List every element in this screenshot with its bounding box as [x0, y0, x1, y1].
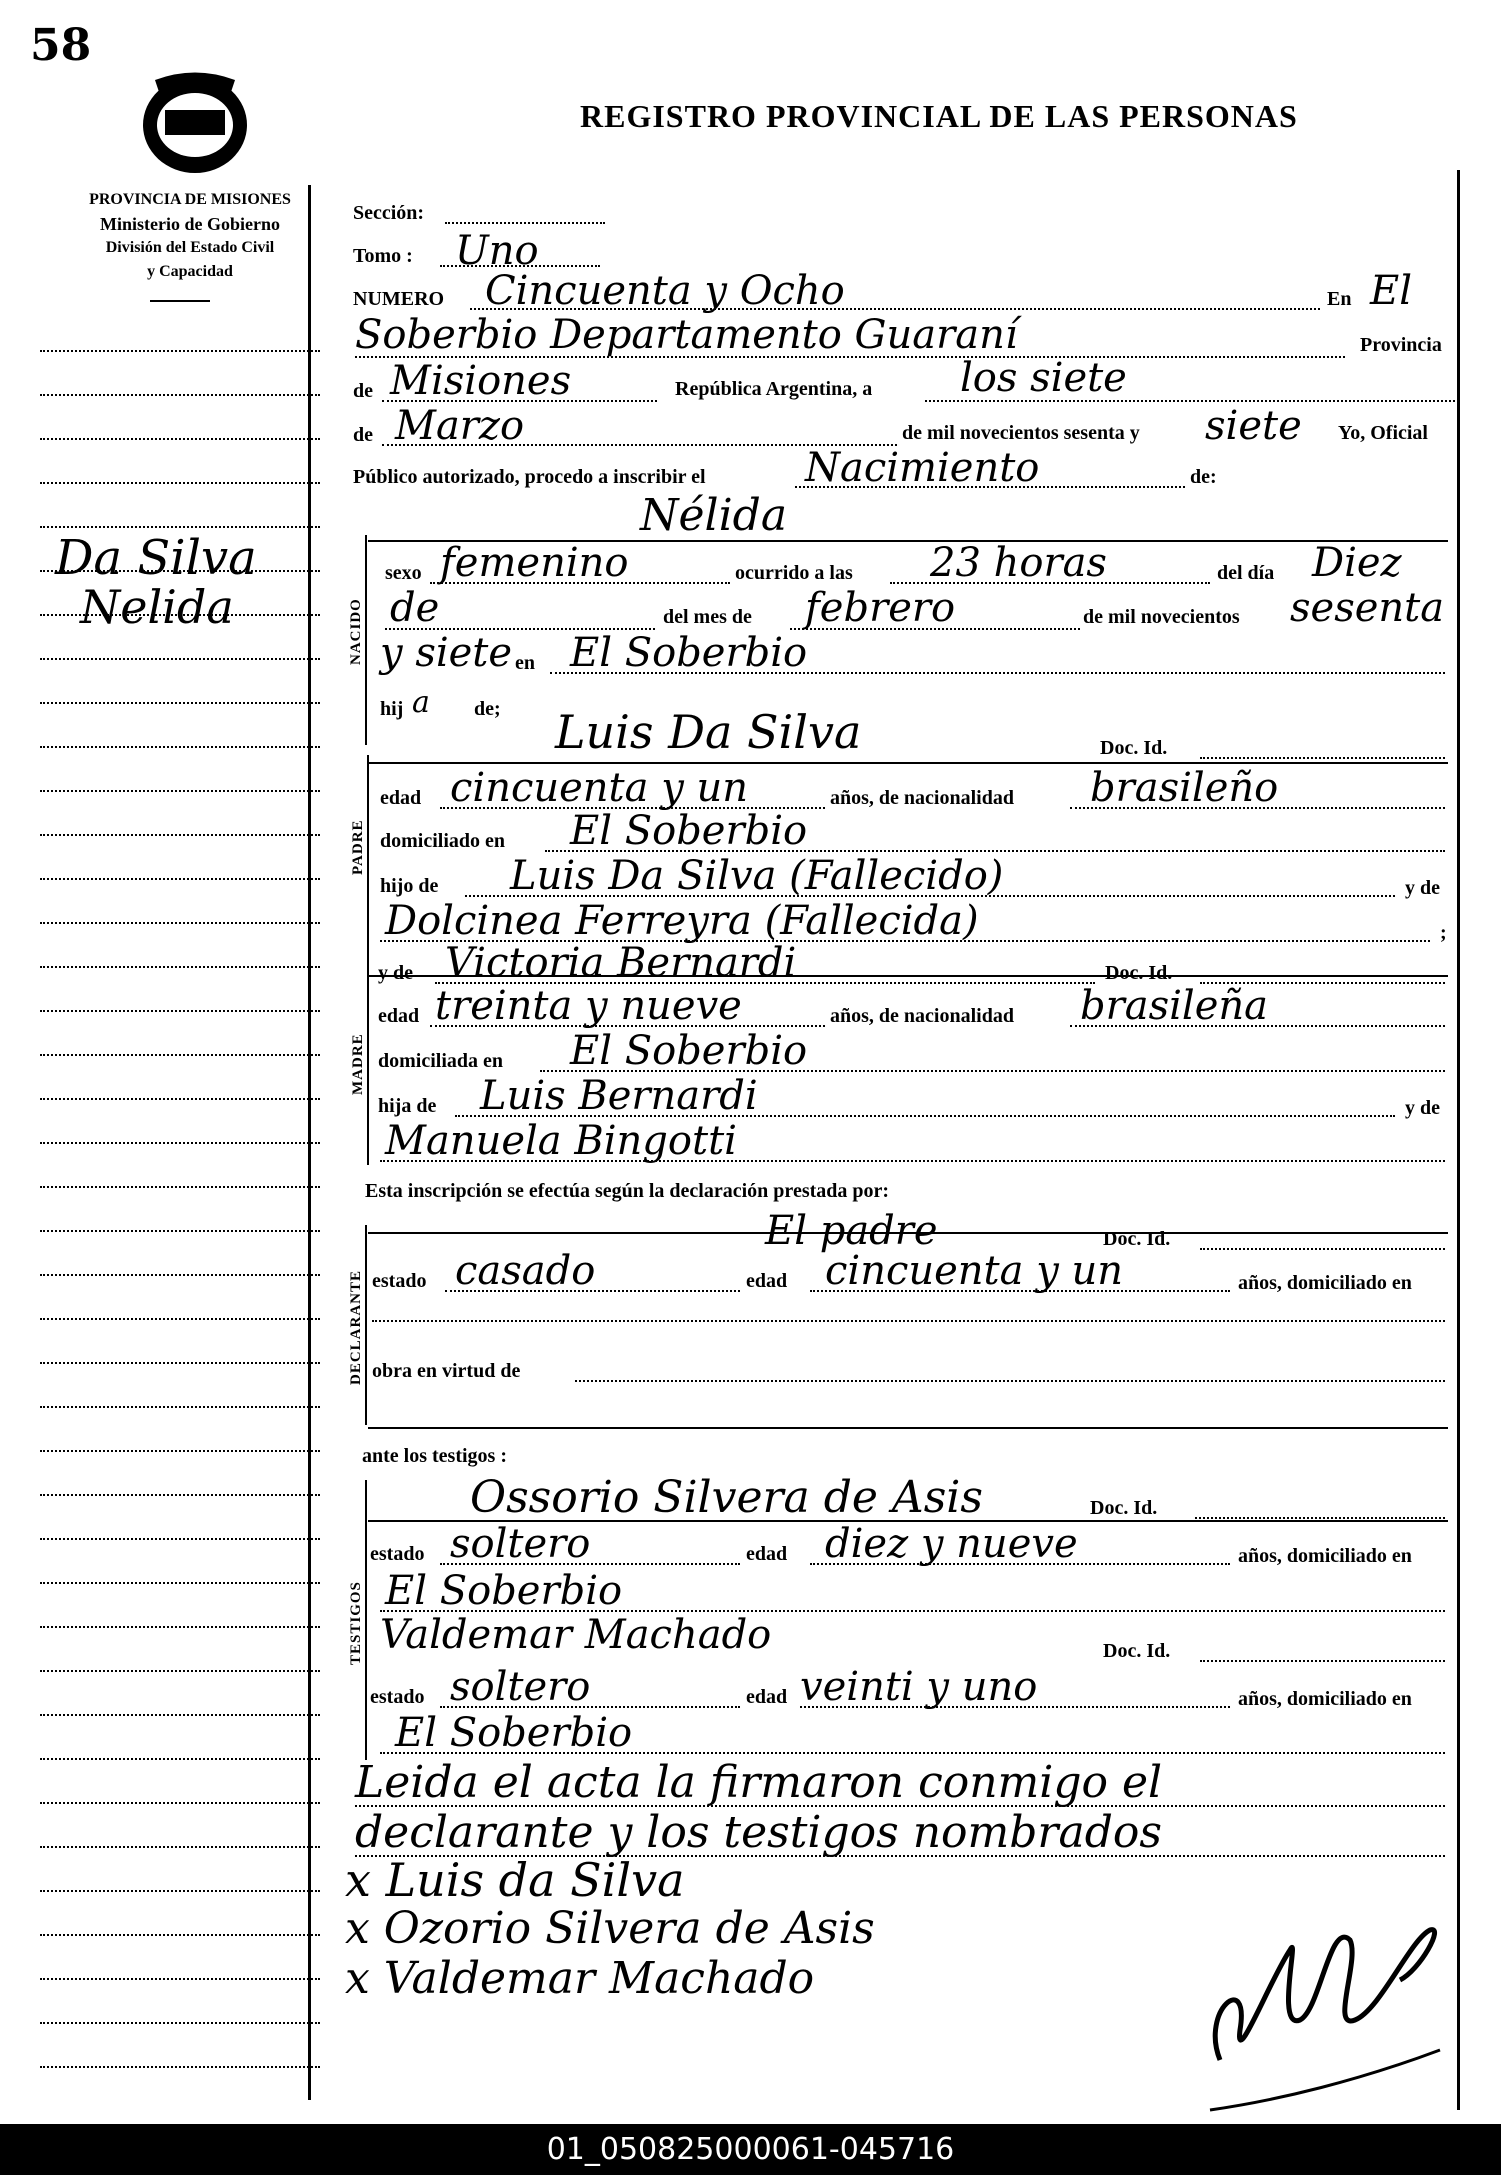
value-madre-nac: brasileña	[1080, 983, 1268, 1029]
margin-line	[40, 1538, 320, 1540]
value-provincia: Misiones	[390, 358, 572, 404]
label-doc-id: Doc. Id.	[1100, 737, 1168, 759]
margin-line	[40, 966, 320, 968]
label-de-mil: de mil novecientos sesenta y	[902, 422, 1140, 444]
margin-line	[40, 1890, 320, 1892]
label-numero: NUMERO	[353, 288, 445, 310]
margin-line	[40, 1010, 320, 1012]
value-t1-estado: soltero	[450, 1521, 591, 1567]
label-seccion: Sección:	[353, 202, 425, 224]
value-decl-estado: casado	[455, 1248, 596, 1294]
label-hija-de: hija de	[378, 1095, 437, 1117]
margin-line	[40, 1142, 320, 1144]
value-testigo1: Ossorio Silvera de Asis	[470, 1472, 983, 1523]
value-t2-estado: soltero	[450, 1664, 591, 1710]
label-ante: ante los testigos :	[362, 1445, 507, 1467]
margin-line	[40, 1186, 320, 1188]
margin-line	[40, 1494, 320, 1496]
value-padre-hijo-de: Luis Da Silva (Fallecido)	[510, 853, 1004, 899]
page-number: 58	[30, 20, 92, 71]
margin-line	[40, 1318, 320, 1320]
label-edad: edad	[746, 1543, 788, 1565]
value-decl-edad: cincuenta y un	[825, 1248, 1124, 1294]
label-semicolon: ;	[1440, 922, 1447, 944]
margin-line	[40, 1934, 320, 1936]
label-estado: estado	[372, 1270, 427, 1292]
label-y-de: y de	[1405, 1097, 1440, 1119]
value-tomo: Uno	[455, 228, 539, 274]
label-domiciliado: domiciliado en	[380, 830, 506, 852]
label-en: En	[1327, 288, 1352, 310]
value-lugar: Soberbio Departamento Guaraní	[355, 312, 1018, 358]
official-signature-icon	[1180, 1860, 1460, 2120]
value-fecha-dia: los siete	[960, 355, 1127, 401]
closing-line-1: Leida el acta la firmaron conmigo el	[355, 1757, 1163, 1808]
value-madre-hija-de: Luis Bernardi	[480, 1073, 758, 1119]
value-padre-nac: brasileño	[1090, 765, 1279, 811]
label-del-mes: del mes de	[663, 606, 752, 628]
signature-declarante: x Luis da Silva	[345, 1853, 685, 1907]
provincial-seal-icon	[135, 70, 255, 180]
closing-line-2: declarante y los testigos nombrados	[355, 1807, 1162, 1858]
value-dia: Diez	[1312, 540, 1402, 586]
margin-line	[40, 790, 320, 792]
agency-line: División del Estado Civil	[105, 239, 275, 256]
label-edad: edad	[746, 1270, 788, 1292]
label-anos-nac: años, de nacionalidad	[830, 787, 1014, 809]
label-de-colon: de:	[1190, 466, 1217, 488]
label-del-dia: del día	[1217, 562, 1275, 584]
footer-id: 01_050825000061-045716	[0, 2124, 1501, 2175]
value-nombre: Nélida	[640, 490, 788, 541]
value-t1-edad: diez y nueve	[825, 1521, 1078, 1567]
margin-surname: Da Silva	[55, 530, 257, 586]
section-label-declarante: DECLARANTE	[348, 1269, 364, 1385]
value-acto: Nacimiento	[805, 445, 1040, 491]
value-madre: Victoria Bernardi	[445, 940, 797, 986]
margin-line	[40, 1978, 320, 1980]
value-padre: Luis Da Silva	[555, 705, 862, 759]
value-anio-nac2: y siete	[380, 630, 513, 676]
section-label-testigos: TESTIGOS	[348, 1581, 364, 1665]
label-estado: estado	[370, 1686, 425, 1708]
value-madre-dom: El Soberbio	[570, 1028, 808, 1074]
value-t1-dom: El Soberbio	[385, 1568, 623, 1614]
value-de-linea: de	[390, 585, 440, 631]
label-edad: edad	[378, 1005, 420, 1027]
margin-line	[40, 394, 320, 396]
margin-line	[40, 1450, 320, 1452]
label-doc-id: Doc. Id.	[1103, 1640, 1171, 1662]
value-padre-edad: cincuenta y un	[450, 765, 749, 811]
label-en: en	[515, 652, 535, 674]
margin-line	[40, 1846, 320, 1848]
value-fecha-mes: Marzo	[395, 403, 525, 449]
label-de-semicolon: de;	[474, 698, 501, 720]
document-title: REGISTRO PROVINCIAL DE LAS PERSONAS	[580, 98, 1298, 134]
label-doc-id: Doc. Id.	[1090, 1497, 1158, 1519]
margin-line	[40, 878, 320, 880]
label-hija: hij	[380, 698, 404, 720]
label-anos-dom: años, domiciliado en	[1238, 1272, 1412, 1294]
margin-line	[40, 1626, 320, 1628]
label-y-de: y de	[1405, 877, 1440, 899]
margin-line	[40, 1274, 320, 1276]
value-t2-dom: El Soberbio	[395, 1710, 633, 1756]
label-anos-nac: años, de nacionalidad	[830, 1005, 1014, 1027]
label-doc-id: Doc. Id.	[1103, 1228, 1171, 1250]
label-ocurrido: ocurrido a las	[735, 562, 853, 584]
margin-line	[40, 1054, 320, 1056]
label-inscripcion: Esta inscripción se efectúa según la declaración prestada por:	[365, 1180, 890, 1202]
label-hijo-de: hijo de	[380, 875, 439, 897]
margin-line	[40, 746, 320, 748]
label-publico: Público autorizado, procedo a inscribir el	[353, 466, 706, 488]
label-estado: estado	[370, 1543, 425, 1565]
margin-line	[40, 2066, 320, 2068]
value-numero: Cincuenta y Ocho	[485, 268, 845, 314]
value-madre-edad: treinta y nueve	[435, 983, 742, 1029]
margin-line	[40, 1802, 320, 1804]
signature-testigo2: x Valdemar Machado	[345, 1953, 815, 2004]
label-edad: edad	[746, 1686, 788, 1708]
section-label-padre: PADRE	[350, 819, 366, 875]
label-republica: República Argentina, a	[675, 378, 873, 400]
margin-line	[40, 658, 320, 660]
value-t2-edad: veinti y uno	[800, 1664, 1038, 1710]
value-madre-hija-de2: Manuela Bingotti	[385, 1118, 737, 1164]
value-sexo: femenino	[440, 540, 629, 586]
value-anio: siete	[1205, 403, 1302, 449]
signature-testigo1: x Ozorio Silvera de Asis	[345, 1903, 875, 1954]
label-anos-dom: años, domiciliado en	[1238, 1545, 1412, 1567]
value-en: El	[1370, 268, 1412, 314]
margin-line	[40, 350, 320, 352]
margin-line	[40, 1670, 320, 1672]
label-de: de	[353, 380, 373, 402]
label-provincia: Provincia	[1360, 334, 1442, 356]
value-mes: febrero	[805, 585, 956, 631]
label-doc-id: Doc. Id.	[1105, 962, 1173, 984]
value-anio-nac: sesenta	[1290, 585, 1445, 631]
margin-line	[40, 1362, 320, 1364]
label-y-de: y de	[378, 962, 413, 984]
margin-line	[40, 1406, 320, 1408]
margin-line	[40, 2022, 320, 2024]
margin-line	[40, 922, 320, 924]
agency-line: PROVINCIA DE MISIONES	[89, 191, 291, 208]
margin-line	[40, 1230, 320, 1232]
value-lugar-nac: El Soberbio	[570, 630, 808, 676]
label-yo-oficial: Yo, Oficial	[1338, 422, 1428, 444]
margin-line	[40, 1714, 320, 1716]
label-sexo: sexo	[385, 562, 422, 584]
margin-line	[40, 438, 320, 440]
label-de-mil-nov: de mil novecientos	[1083, 606, 1240, 628]
margin-line	[40, 1582, 320, 1584]
section-label-madre: MADRE	[350, 1033, 366, 1095]
margin-line	[40, 526, 320, 528]
margin-line	[40, 834, 320, 836]
label-domiciliada: domiciliada en	[378, 1050, 504, 1072]
label-obra: obra en virtud de	[372, 1360, 521, 1382]
margin-line	[40, 482, 320, 484]
label-de: de	[353, 424, 373, 446]
margin-line	[40, 702, 320, 704]
agency-block	[40, 188, 340, 284]
value-padre-dom: El Soberbio	[570, 808, 808, 854]
value-hora: 23 horas	[930, 540, 1107, 586]
value-hija-letra: a	[412, 685, 430, 720]
value-padre-hijo-de2: Dolcinea Ferreyra (Fallecida)	[385, 898, 979, 944]
margin-line	[40, 1758, 320, 1760]
label-tomo: Tomo :	[353, 245, 413, 267]
margin-firstname: Nelida	[80, 580, 234, 634]
label-edad: edad	[380, 787, 422, 809]
value-testigo2: Valdemar Machado	[380, 1612, 772, 1658]
section-label-nacido: NACIDO	[348, 598, 364, 665]
margin-line	[40, 1098, 320, 1100]
agency-line: y Capacidad	[147, 263, 233, 280]
agency-line: Ministerio de Gobierno	[100, 214, 280, 234]
label-anos-dom: años, domiciliado en	[1238, 1688, 1412, 1710]
value-declarante: El padre	[765, 1208, 938, 1254]
